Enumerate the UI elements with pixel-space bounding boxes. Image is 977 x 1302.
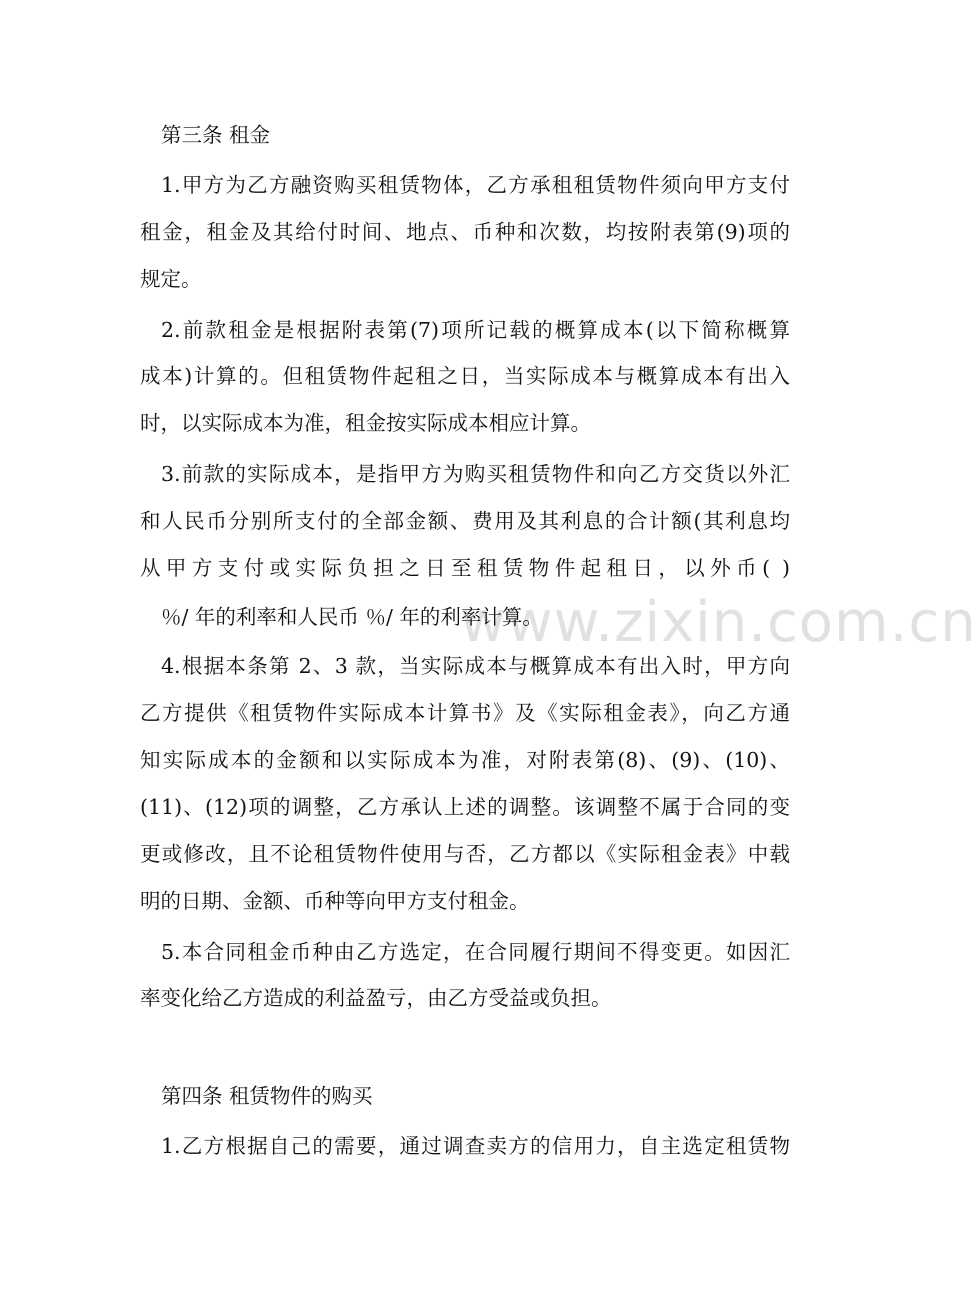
paragraph-line: 乙方提供《租赁物件实际成本计算书》及《实际租金表》，向乙方通 — [140, 701, 790, 725]
watermark: www.zixin.com.cn — [460, 590, 977, 655]
paragraph-line: 成本)计算的。但租赁物件起租之日，当实际成本与概算成本有出入 — [140, 364, 790, 388]
paragraph-line: 1.乙方根据自己的需要，通过调查卖方的信用力，自主选定租赁物 — [161, 1134, 790, 1158]
paragraph-line: 率变化给乙方造成的利益盈亏，由乙方受益或负担。 — [140, 986, 612, 1010]
paragraph-line: 5.本合同租金币种由乙方选定，在合同履行期间不得变更。如因汇 — [161, 940, 790, 964]
paragraph-line: 3.前款的实际成本，是指甲方为购买租赁物件和向乙方交货以外汇 — [161, 462, 790, 486]
paragraph-line: 和人民币分别所支付的全部金额、费用及其利息的合计额(其利息均 — [140, 509, 790, 533]
paragraph-line: 租金，租金及其给付时间、地点、币种和次数，均按附表第(9)项的 — [140, 220, 790, 244]
paragraph-line: 更或修改，且不论租赁物件使用与否，乙方都以《实际租金表》中载 — [140, 842, 790, 866]
paragraph-line: 规定。 — [140, 267, 202, 291]
paragraph-line: 1.甲方为乙方融资购买租赁物体，乙方承租租赁物件须向甲方支付 — [161, 173, 790, 197]
paragraph-line: 明的日期、金额、币种等向甲方支付租金。 — [140, 889, 530, 913]
section-heading-article-3: 第三条 租金 — [161, 123, 271, 147]
paragraph-line: 知实际成本的金额和以实际成本为准，对附表第(8)、(9)、(10)、 — [140, 748, 791, 772]
paragraph-line: ％/ 年的利率和人民币 ％/ 年的利率计算。 — [161, 605, 543, 629]
paragraph-line: 2.前款租金是根据附表第(7)项所记载的概算成本(以下简称概算 — [161, 318, 790, 342]
paragraph-line: 4.根据本条第 2、3 款，当实际成本与概算成本有出入时，甲方向 — [161, 654, 790, 678]
section-heading-article-4: 第四条 租赁物件的购买 — [161, 1084, 373, 1108]
paragraph-line: 时，以实际成本为准，租金按实际成本相应计算。 — [140, 411, 591, 435]
paragraph-line: 从甲方支付或实际负担之日至租赁物件起租日，以外币( ) — [140, 556, 790, 580]
paragraph-line: (11)、(12)项的调整，乙方承认上述的调整。该调整不属于合同的变 — [140, 795, 790, 819]
